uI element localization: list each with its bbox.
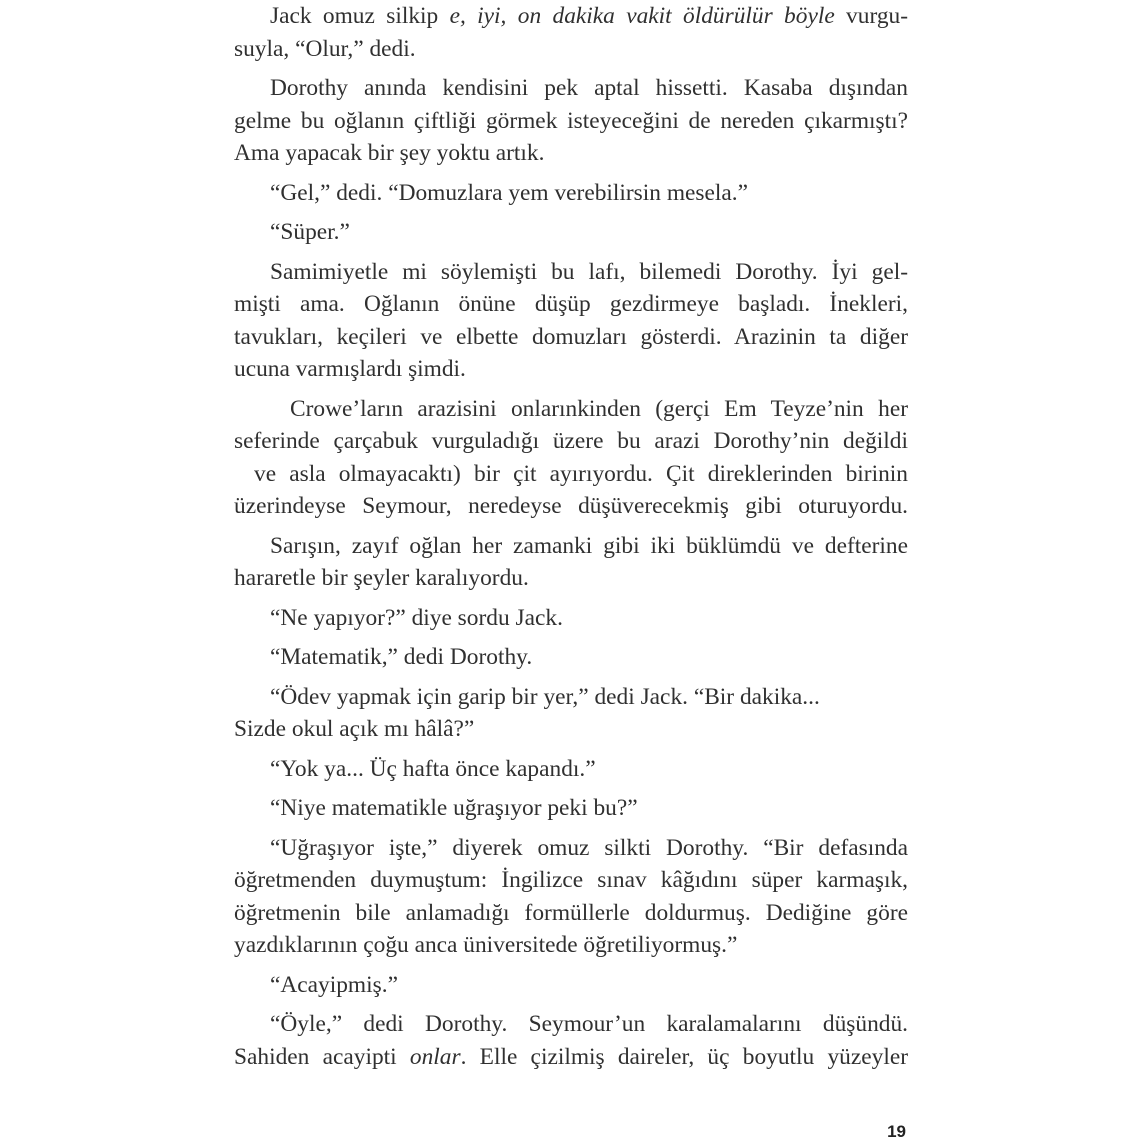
text-segment: “Gel,” dedi. “Domuzlara yem verebilirsin mesela.” — [270, 179, 749, 206]
text-line — [234, 602, 908, 635]
paragraph — [234, 530, 908, 595]
text-line — [234, 792, 908, 825]
text-segment: Crowe’ların arazisini onlarınkinden (gerçi Em Teyze’nin her — [290, 395, 908, 422]
paragraph — [234, 641, 908, 674]
text-segment: Sarışın, zayıf oğlan her zamanki gibi iki büklümdü ve defterine — [270, 532, 908, 559]
text-line — [234, 562, 908, 595]
text-segment: “Matematik,” dedi Dorothy. — [270, 644, 533, 670]
text-segment: gelme bu oğlanın çiftliği görmek isteyeceğini de nereden çıkarmıştı? — [234, 107, 908, 134]
text-line — [234, 137, 908, 170]
text-segment: ucuna varmışlardı şimdi. — [234, 356, 466, 382]
text-segment: “Yok ya... Üç hafta önce kapandı.” — [270, 755, 596, 782]
text-segment: ve asla olmayacaktı) bir çit ayırıyordu. Çit direklerinden birinin — [254, 460, 908, 487]
text-line — [234, 929, 908, 962]
paragraph — [234, 681, 908, 746]
text-line — [234, 216, 908, 249]
paragraph — [234, 0, 908, 65]
text-line — [234, 1041, 908, 1074]
text-segment: suyla, “Olur,” dedi. — [234, 35, 416, 62]
paragraph — [234, 602, 908, 635]
text-line — [234, 321, 908, 354]
text-segment: “Acayipmiş.” — [270, 971, 398, 998]
text-segment: Sizde okul açık mı hâlâ?” — [234, 716, 475, 742]
text-line — [234, 641, 908, 674]
text-line — [234, 969, 908, 1002]
text-line — [234, 288, 908, 321]
italic-text: e, iyi, on dakika vakit öldürülür böyle — [449, 3, 835, 29]
text-line — [234, 72, 908, 105]
text-segment: öğretmenden duymuştum: İngilizce sınav kâğıdını süper karmaşık, — [234, 867, 908, 893]
text-line — [234, 256, 908, 289]
text-line — [234, 177, 908, 210]
italic-text: onlar — [409, 1043, 461, 1070]
text-segment: tavukları, keçileri ve elbette domuzları gösterdi. Arazinin ta diğer — [234, 323, 908, 350]
text-line — [234, 458, 908, 491]
text-segment: üzerindeyse Seymour, neredeyse düşüverecekmiş gibi oturuyordu. — [234, 493, 908, 519]
text-line — [234, 490, 908, 523]
text-line — [234, 353, 908, 386]
paragraph — [234, 216, 908, 249]
text-line — [234, 393, 908, 426]
text-segment: “Süper.” — [270, 219, 350, 245]
text-line — [234, 832, 908, 865]
text-segment: “Niye matematikle uğraşıyor peki bu?” — [270, 795, 638, 821]
text-segment: Ama yapacak bir şey yoktu artık. — [234, 140, 545, 166]
text-segment: “Ne yapıyor?” diye sordu Jack. — [270, 604, 563, 631]
text-line — [234, 425, 908, 458]
text-line — [234, 864, 908, 897]
text-segment: mişti ama. Oğlanın önüne düşüp gezdirmeye başladı. İnekleri, — [234, 291, 908, 317]
paragraph — [234, 177, 908, 210]
text-segment: seferinde çarçabuk vurguladığı üzere bu arazi Dorothy’nin değildi — [234, 428, 908, 454]
text-segment: “Uğraşıyor işte,” diyerek omuz silkti Dorothy. “Bir defasında — [270, 834, 908, 861]
text-line — [234, 530, 908, 563]
text-segment: Dorothy anında kendisini pek aptal hissetti. Kasaba dışından — [270, 75, 908, 101]
paragraph — [234, 832, 908, 962]
text-segment: Sahiden acayipti — [234, 1043, 410, 1070]
text-segment: . Elle çizilmiş daireler, üç boyutlu yüzeyler — [460, 1043, 908, 1070]
text-segment: Samimiyetle mi söylemişti bu lafı, bilemedi Dorothy. İyi gel- — [270, 258, 908, 285]
paragraph — [234, 792, 908, 825]
paragraph — [234, 393, 908, 523]
text-line — [234, 897, 908, 930]
text-segment: “Ödev yapmak için garip bir yer,” dedi Jack. “Bir dakika... — [270, 683, 820, 710]
text-line — [234, 713, 908, 746]
paragraph — [234, 72, 908, 170]
text-line — [234, 681, 908, 714]
text-segment: yazdıklarının çoğu anca üniversitede öğretiliyormuş.” — [234, 932, 738, 958]
paragraph — [234, 753, 908, 786]
text-line — [234, 753, 908, 786]
page-number: 19 — [887, 1122, 906, 1141]
text-line — [234, 33, 908, 66]
text-segment: “Öyle,” dedi Dorothy. Seymour’un karalamalarını düşündü. — [270, 1011, 908, 1037]
text-line — [234, 105, 908, 138]
paragraph — [234, 1008, 908, 1073]
paragraph — [234, 969, 908, 1002]
body-text — [234, 0, 908, 1080]
paragraph — [234, 256, 908, 386]
text-segment: öğretmenin bile anlamadığı formüllerle doldurmuş. Dediğine göre — [234, 899, 908, 926]
text-segment: hararetle bir şeyler karalıyordu. — [234, 565, 529, 591]
text-segment: vurgu- — [834, 3, 908, 29]
text-line — [234, 0, 908, 33]
text-line — [234, 1008, 908, 1041]
text-segment: Jack omuz silkip — [270, 3, 450, 29]
